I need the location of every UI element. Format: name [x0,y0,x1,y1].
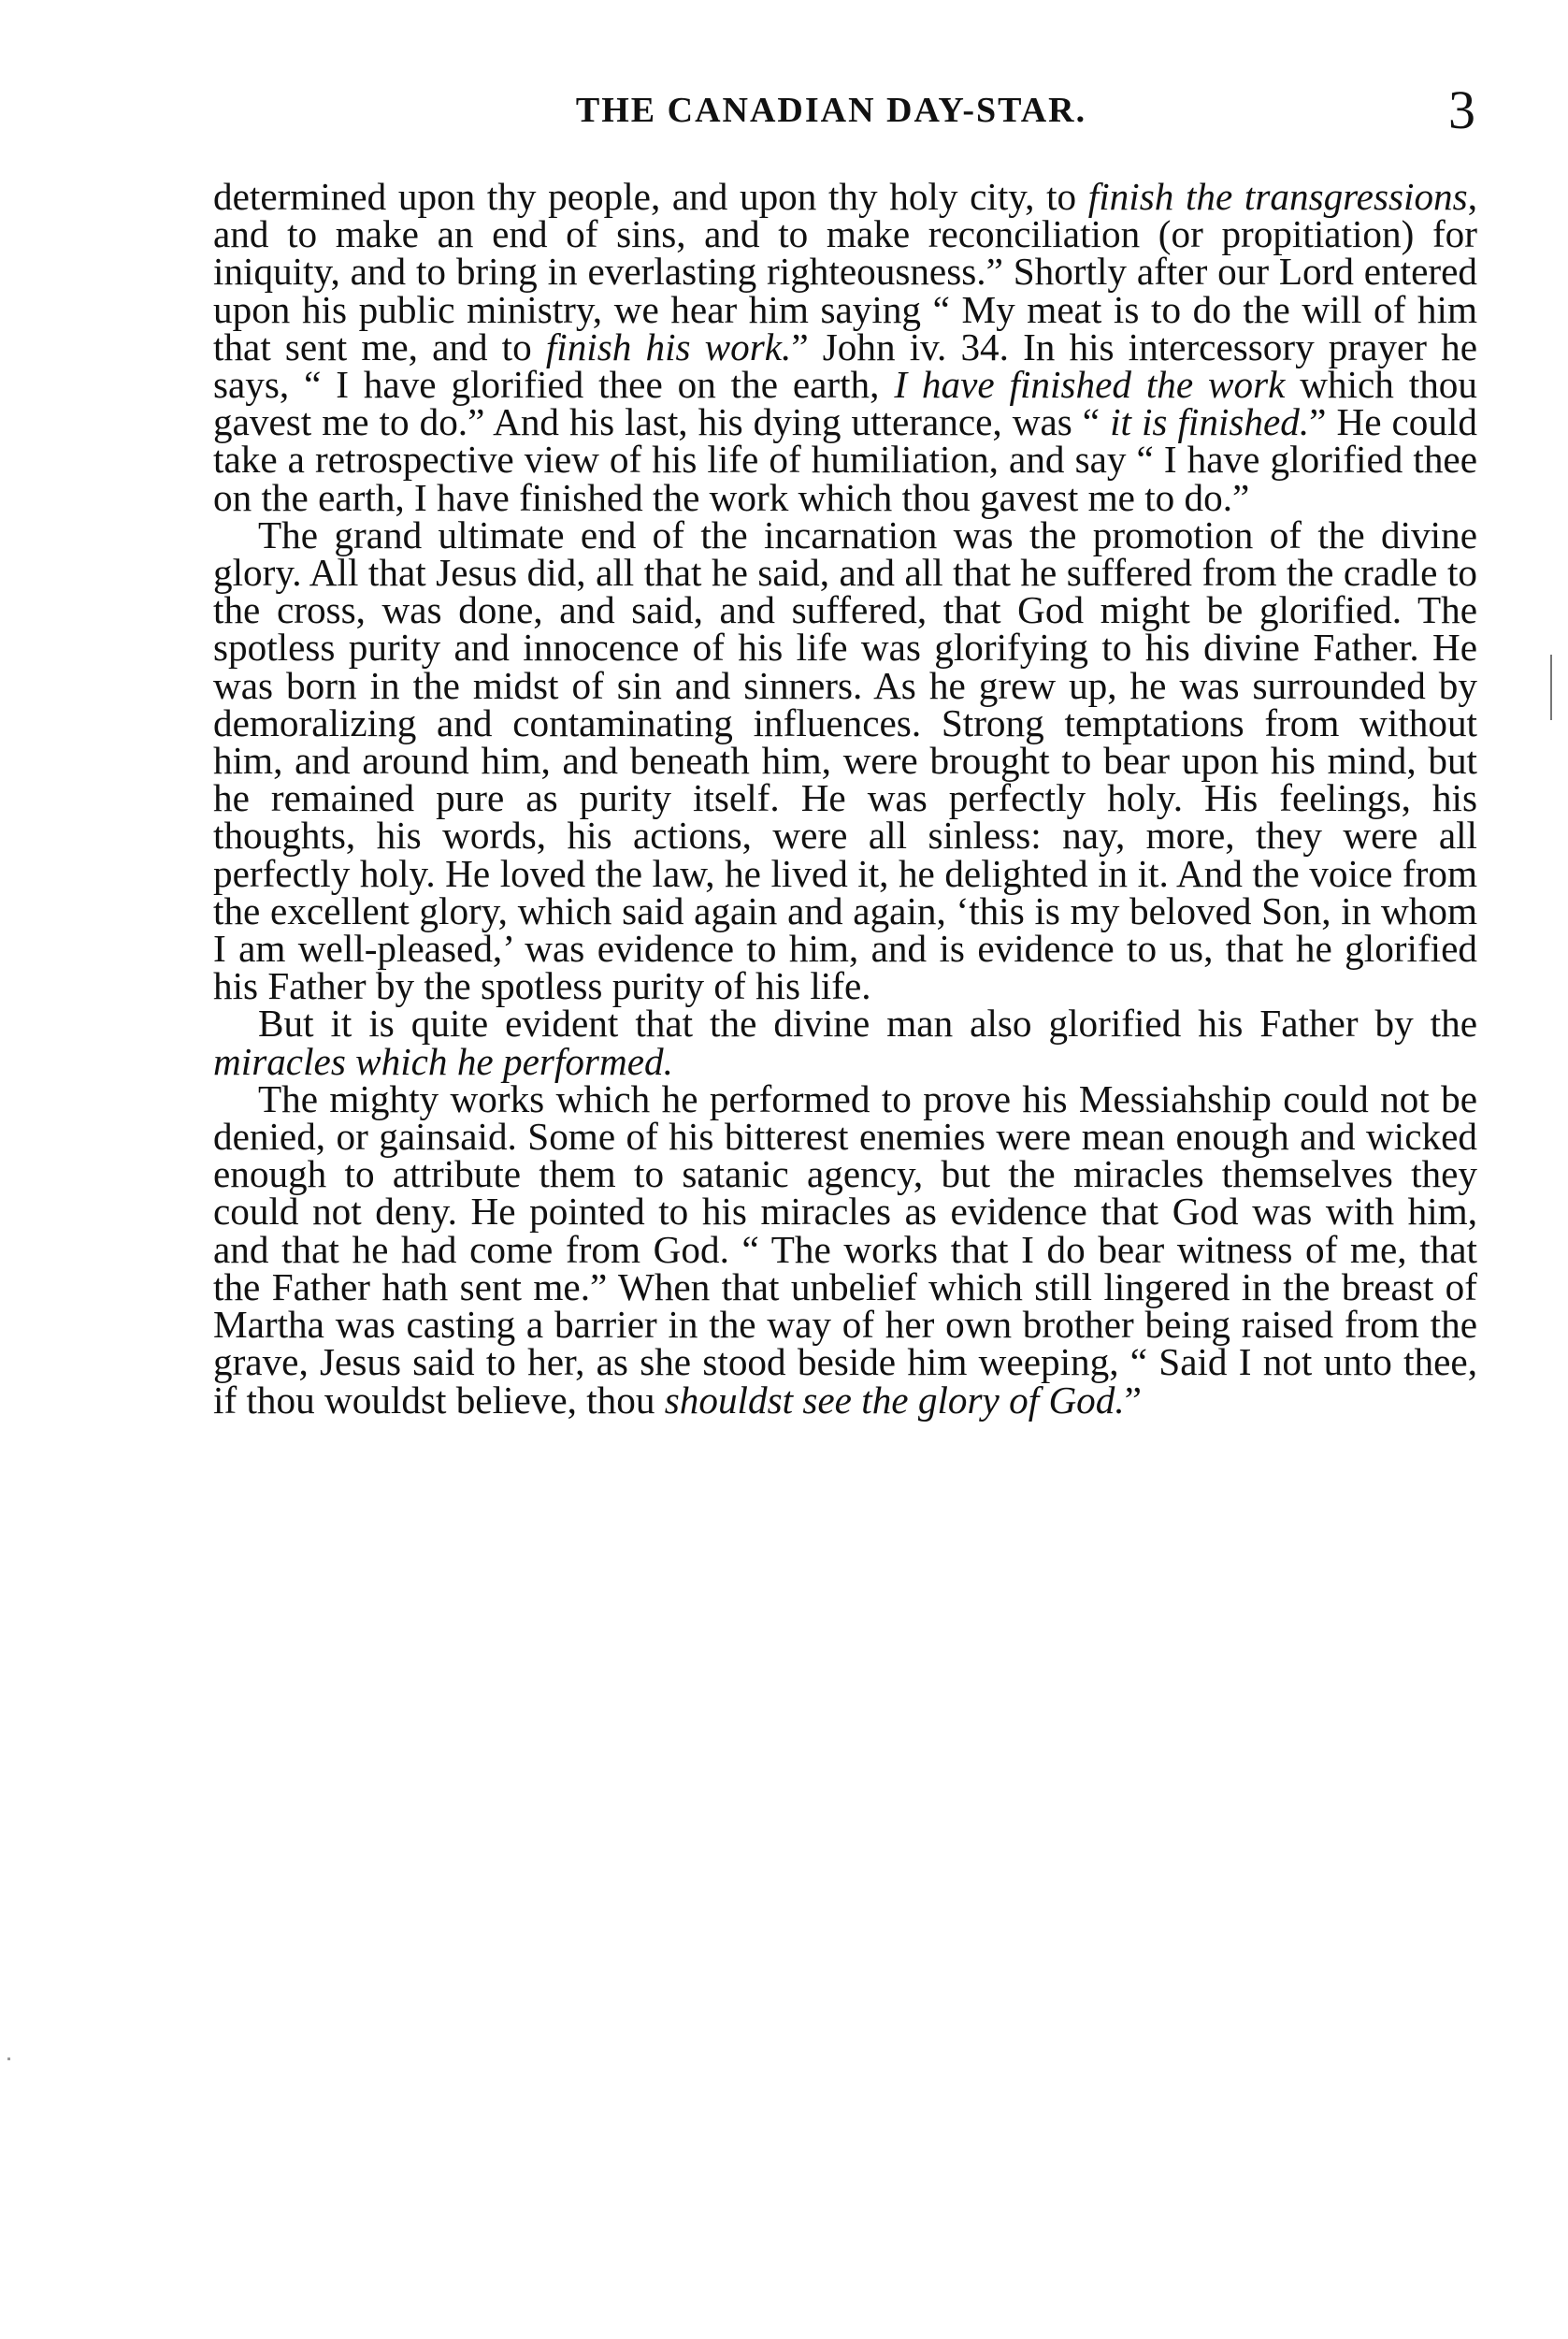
italic-run: shouldst see the glory of God. [664,1378,1125,1422]
italic-run: it is finished. [1110,400,1310,444]
italic-run: I have finished the work [894,363,1286,407]
paragraph-4 [213,1076,1477,1422]
italic-run: finish his work. [545,325,792,368]
text-run: determined upon thy people, and upon thy holy city, to [213,175,1088,218]
paragraph-2 [213,513,1477,1008]
text-run: But it is quite evident that the divine man also glorified his Father by the [258,1002,1477,1046]
text-run: , and to make an end of sins, and to make reconciliation (or propitiation) for iniquity, and to bring in everlasting righteousness.” Shortly after our Lord entered upon his public ministry, we hear him saying “ My meat is to do the will of him that sent me, and to [213,175,1477,368]
text-run: which thou gavest me to do.” And his last, his dying utterance, was “ [213,363,1477,444]
body-text [213,175,1477,1422]
text-run: The grand ultimate end of the incarnation was the promotion of the divine glory. All that Jesus did, all that he said, and all that he suffered from the cradle to the cross, was done, and said, and suffered, that God might be glorified. The spotless purity and innocence of his life was glorifying to his divine Father. He was born in the midst of sin and sinners. As he grew up, he was surrounded by demoralizing and contaminating influences. Strong temptations from without him, and around him, and beneath him, were brought to bear upon his mind, but he remained pure as purity itself. He was perfectly holy. His feelings, his thoughts, his words, his actions, were all sinless: nay, more, they were all perfectly holy. He loved the law, he lived it, he delighted in it. And the voice from the excellent glory, which said again and again, ‘this is my beloved Son, in whom I am well-pleased,’ was evidence to him, and is evidence to us, that he glorified his Father by the spotless purity of his life. [213,513,1477,1008]
running-head [187,79,1475,142]
italic-run: miracles which he performed. [213,1039,673,1083]
paragraph-3 [213,1002,1477,1083]
paragraph-1 [213,175,1477,519]
text-run: The mighty works which he performed to prove his Messiahship could not be denied, or gainsaid. Some of his bitterest enemies were mean enough and wicked enough to attribute them to satanic agency, but the miracles themselves they could not deny. He pointed to his miracles as evidence that God was with him, and that he had come from God. “ The works that I do bear witness of me, that the Father hath sent me.” When that unbelief which still lingered in the breast of Martha was casting a barrier in the way of her own brother being raised from the grave, Jesus said to her, as she stood beside him weeping, “ Said I not unto thee, if thou wouldst believe, thou [213,1076,1477,1422]
text-run: ” He could take a retrospective view of his life of humiliation, and say “ I have glorified thee on the earth, I have finished the work which thou gavest me to do.” [213,400,1477,519]
margin-dot [7,2057,10,2060]
page-number: 3 [1448,79,1475,140]
running-title: THE CANADIAN DAY-STAR. [575,91,1087,130]
text-run: ” John iv. 34. In his intercessory prayer he says, “ I have glorified thee on the earth, [213,325,1477,407]
text-run: ” [1124,1378,1142,1422]
margin-mark [1550,655,1552,720]
italic-run: finish the transgressions [1087,175,1468,218]
